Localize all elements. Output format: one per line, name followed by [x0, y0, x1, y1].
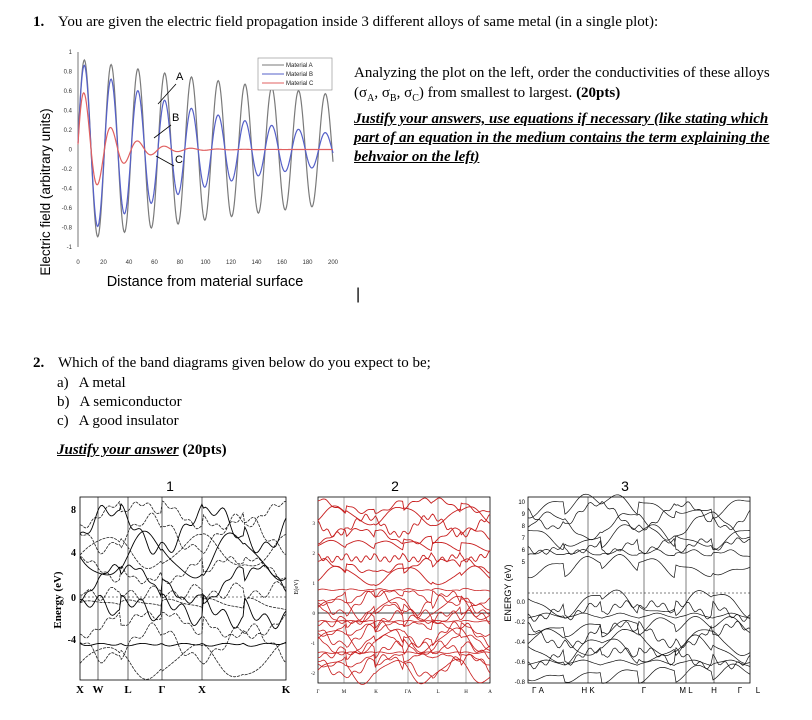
bd3-y-tick-label: -0.8: [514, 680, 525, 686]
bd1-x-tick-label: K: [281, 684, 290, 696]
bd3-x-tick-label: Γ: [641, 686, 647, 695]
ef-annotation-pointer-b: [154, 125, 171, 138]
band-line: [80, 534, 286, 569]
q1-analysis-line1: Analyzing the plot on the left, order the conductivities of these alloys: [354, 65, 770, 81]
bd3-x-tick-label: H: [711, 686, 717, 695]
bd3-x-tick-label: H K: [581, 686, 595, 695]
band-line: [528, 590, 750, 618]
ef-x-tick-label: 160: [276, 260, 288, 266]
bd2-x-tick-label: Γ: [316, 690, 320, 695]
ef-annotation-a: A: [176, 71, 184, 83]
ef-y-tick-label: -0.8: [61, 225, 72, 232]
bd2-y-tick-label: -2: [310, 672, 315, 677]
ef-x-tick-label: 80: [176, 260, 184, 266]
band-diagram-2: [290, 475, 500, 705]
ef-x-tick-label: 200: [327, 260, 339, 266]
bd1-x-tick-label: L: [124, 684, 132, 696]
bd2-y-tick-label: -1: [310, 642, 315, 647]
q1-justify: Justify your answers, use equations if necessary (like stating which part of an equation in the medium contains the term explaining the behvaior on the left): [354, 111, 770, 165]
band-line: [80, 504, 286, 554]
ef-xlabel: Distance from material surface: [106, 274, 304, 290]
bd3-y-tick-label: 5: [521, 560, 525, 566]
bd1-y-tick-label: 0: [71, 593, 76, 604]
bd3-y-tick-label: -0.2: [514, 620, 525, 626]
band-diagram-1: [50, 475, 290, 705]
bd1-frame: [80, 497, 286, 680]
band-line: [528, 648, 750, 669]
ef-annotation-c: C: [175, 154, 183, 166]
bd2-x-tick-label: K: [374, 690, 378, 695]
band-diagram-3: [500, 475, 800, 705]
bd3-title: 3: [621, 478, 629, 494]
band-line: [528, 555, 750, 578]
band-line: [528, 502, 750, 531]
band-line: [80, 612, 286, 639]
bd2-x-tick-label: L: [436, 690, 440, 695]
bd2-x-tick-label: M: [341, 690, 347, 695]
ef-plot-area: [62, 50, 339, 266]
ef-annotation-b: B: [172, 112, 180, 124]
band-line: [80, 501, 286, 530]
bd2-x-tick-label: H: [464, 690, 468, 695]
bd1-title: 1: [166, 478, 174, 494]
band-line: [528, 549, 750, 556]
q1-prompt: You are given the electric field propagation inside 3 different alloys of same metal (in a single plot):: [58, 14, 659, 30]
bd2-y-tick-label: 0: [312, 612, 315, 617]
bd2-y-tick-label: 1: [312, 582, 315, 587]
ef-y-tick-label: -1: [66, 245, 72, 251]
ef-x-tick-label: 120: [225, 260, 237, 266]
ef-legend-label: Material A: [286, 63, 313, 69]
band-line: [528, 512, 750, 540]
band-line: [80, 642, 286, 646]
ef-x-tick-label: 140: [251, 260, 262, 266]
bd3-x-tick-label: Γ: [737, 686, 743, 695]
q1-number: 1.: [33, 14, 45, 30]
ef-x-tick-label: 40: [125, 260, 133, 266]
band-line: [528, 664, 750, 683]
ef-y-tick-label: 0.6: [63, 89, 72, 95]
bd2-plot: [311, 497, 492, 695]
q2-prompt: Which of the band diagrams given below do you expect to be;: [58, 355, 431, 371]
bd3-plot: [515, 494, 761, 695]
q1-analysis-line2: ($\sigma_A$, $\sigma_B$, $\sigma_C$) from smallest to largest. (20pts): [354, 85, 621, 104]
bd3-y-tick-label: 9: [521, 512, 525, 518]
bd1-plot: [68, 497, 290, 696]
band-line: [528, 613, 750, 619]
ef-x-tick-label: 60: [151, 260, 158, 266]
ef-x-tick-label: 100: [200, 260, 211, 266]
bd2-ylabel: E(eV): [294, 579, 300, 595]
text-cursor: |: [356, 286, 361, 303]
q2-option-a: a) A metal: [57, 375, 126, 391]
q2-justify: Justify your answer (20pts): [57, 442, 227, 458]
bd1-x-tick-label: X: [76, 684, 84, 696]
bd3-x-tick-label: L: [755, 686, 761, 695]
q1-analysis: [354, 63, 804, 109]
q2-header: [33, 355, 431, 372]
ef-y-tick-label: 1: [68, 50, 72, 56]
ef-y-tick-label: 0: [68, 147, 72, 154]
bd3-y-tick-label: -0.4: [514, 640, 525, 646]
bd2-title: 2: [391, 478, 399, 494]
bd3-y-tick-label: 10: [518, 500, 525, 506]
q2-option-c: c) A good insulator: [57, 413, 179, 429]
ef-y-tick-label: -0.6: [61, 206, 72, 212]
ef-legend-label: Material C: [286, 81, 314, 87]
ef-legend-label: Material B: [286, 72, 314, 78]
bd1-ylabel: Energy (eV): [52, 571, 64, 629]
bd3-y-tick-label: -0.6: [514, 660, 525, 666]
ef-y-tick-label: 0.8: [63, 69, 72, 76]
ef-y-tick-label: -0.4: [61, 186, 72, 193]
bd3-x-tick-label: Γ A: [532, 686, 544, 695]
q2-option-b: b) A semiconductor: [57, 394, 182, 410]
ef-x-tick-label: 180: [302, 260, 313, 266]
bd2-x-tick-label: A: [488, 690, 492, 695]
band-line: [80, 643, 286, 679]
band-line: [80, 556, 286, 583]
bd1-y-tick-label: 8: [71, 505, 76, 516]
bd3-y-tick-label: 6: [521, 548, 525, 554]
ef-y-tick-label: 0.4: [63, 108, 72, 115]
q1-header: [33, 14, 658, 31]
bd2-y-tick-label: 2: [312, 552, 315, 557]
bd3-ylabel: ENERGY (eV): [503, 564, 513, 622]
bd1-y-tick-label: -4: [67, 635, 76, 646]
q1-points: (20pts): [576, 85, 621, 101]
bd3-y-tick-label: 0.0: [516, 600, 525, 606]
ef-ylabel: Electric field (arbitrary units): [38, 108, 53, 276]
q2-number: 2.: [33, 355, 45, 371]
bd3-y-tick-label: 7: [521, 536, 525, 542]
electric-field-chart: [30, 42, 350, 292]
bd1-y-tick-label: 4: [71, 548, 76, 559]
bd2-y-tick-label: 3: [312, 522, 315, 527]
ef-y-tick-label: 0.2: [63, 128, 72, 134]
bd1-x-tick-label: Γ: [158, 684, 166, 696]
bd1-x-tick-label: X: [198, 684, 206, 696]
ef-x-tick-label: 20: [100, 260, 107, 266]
bd3-x-tick-label: M L: [679, 686, 693, 695]
ef-x-tick-label: 0: [76, 260, 80, 266]
bd3-y-tick-label: 8: [521, 524, 525, 530]
q2-options: [57, 374, 182, 431]
bd2-x-tick-label: ΓA: [404, 690, 412, 695]
band-line: [80, 531, 286, 580]
ef-y-tick-label: -0.2: [61, 167, 72, 173]
bd1-x-tick-label: W: [92, 684, 104, 696]
